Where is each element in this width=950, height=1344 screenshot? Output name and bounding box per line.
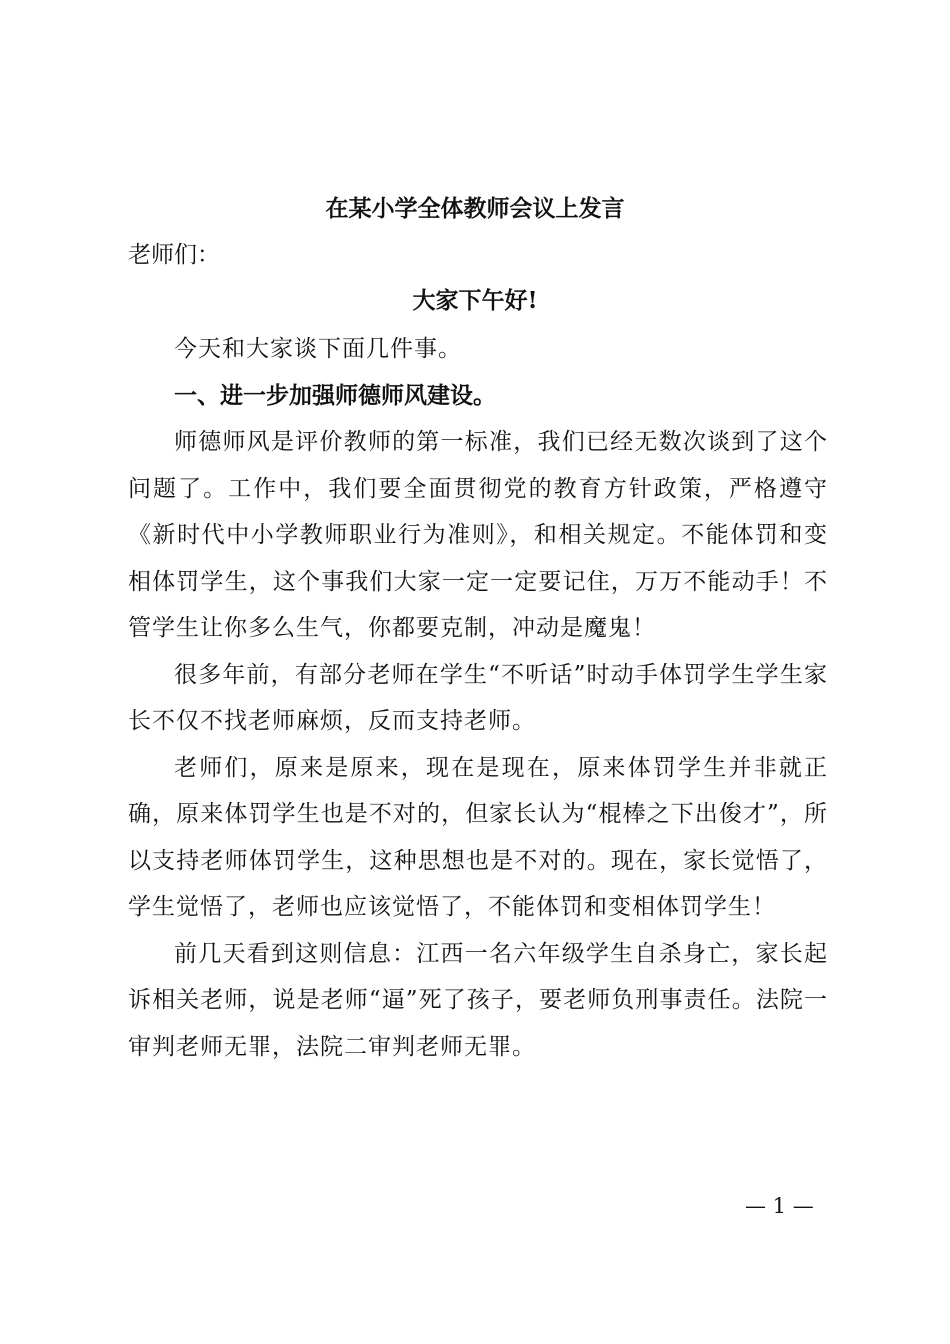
paragraph: 老师们，原来是原来，现在是现在，原来体罚学生并非就正确，原来体罚学生也是不对的，但家长认为“棍棒之下出俊才”，所以支持老师体罚学生，这种思想也是不对的。现在，家长觉悟了，学生觉悟了，老师也应该觉悟了，不能体罚和变相体罚学生！	[128, 754, 828, 920]
greeting: 大家下午好!	[412, 287, 538, 314]
salutation: 老师们：	[128, 242, 220, 268]
body-text	[128, 326, 828, 1070]
document-title: 在某小学全体教师会议上发言	[325, 195, 625, 222]
section-heading: 一、进一步加强师德师风建设。	[174, 382, 496, 409]
paragraph: 很多年前，有部分老师在学生“不听话”时动手体罚学生学生家长不仅不找老师麻烦，反而支持老师。	[128, 661, 828, 734]
page-number: — 1 —	[745, 1194, 814, 1218]
paragraph: 师德师风是评价教师的第一标准，我们已经无数次谈到了这个问题了。工作中，我们要全面贯彻党的教育方针政策，严格遵守《新时代中小学教师职业行为准则》，和相关规定。不能体罚和变相体罚学生，这个事我们大家一定一定要记住，万万不能动手！不管学生让你多么生气，你都要克制，冲动是魔鬼！	[128, 429, 828, 641]
intro-paragraph: 今天和大家谈下面几件事。	[174, 336, 462, 362]
paragraph: 前几天看到这则信息：江西一名六年级学生自杀身亡，家长起诉相关老师，说是老师“逼”死了孩子，要老师负刑事责任。法院一审判老师无罪，法院二审判老师无罪。	[128, 940, 828, 1060]
